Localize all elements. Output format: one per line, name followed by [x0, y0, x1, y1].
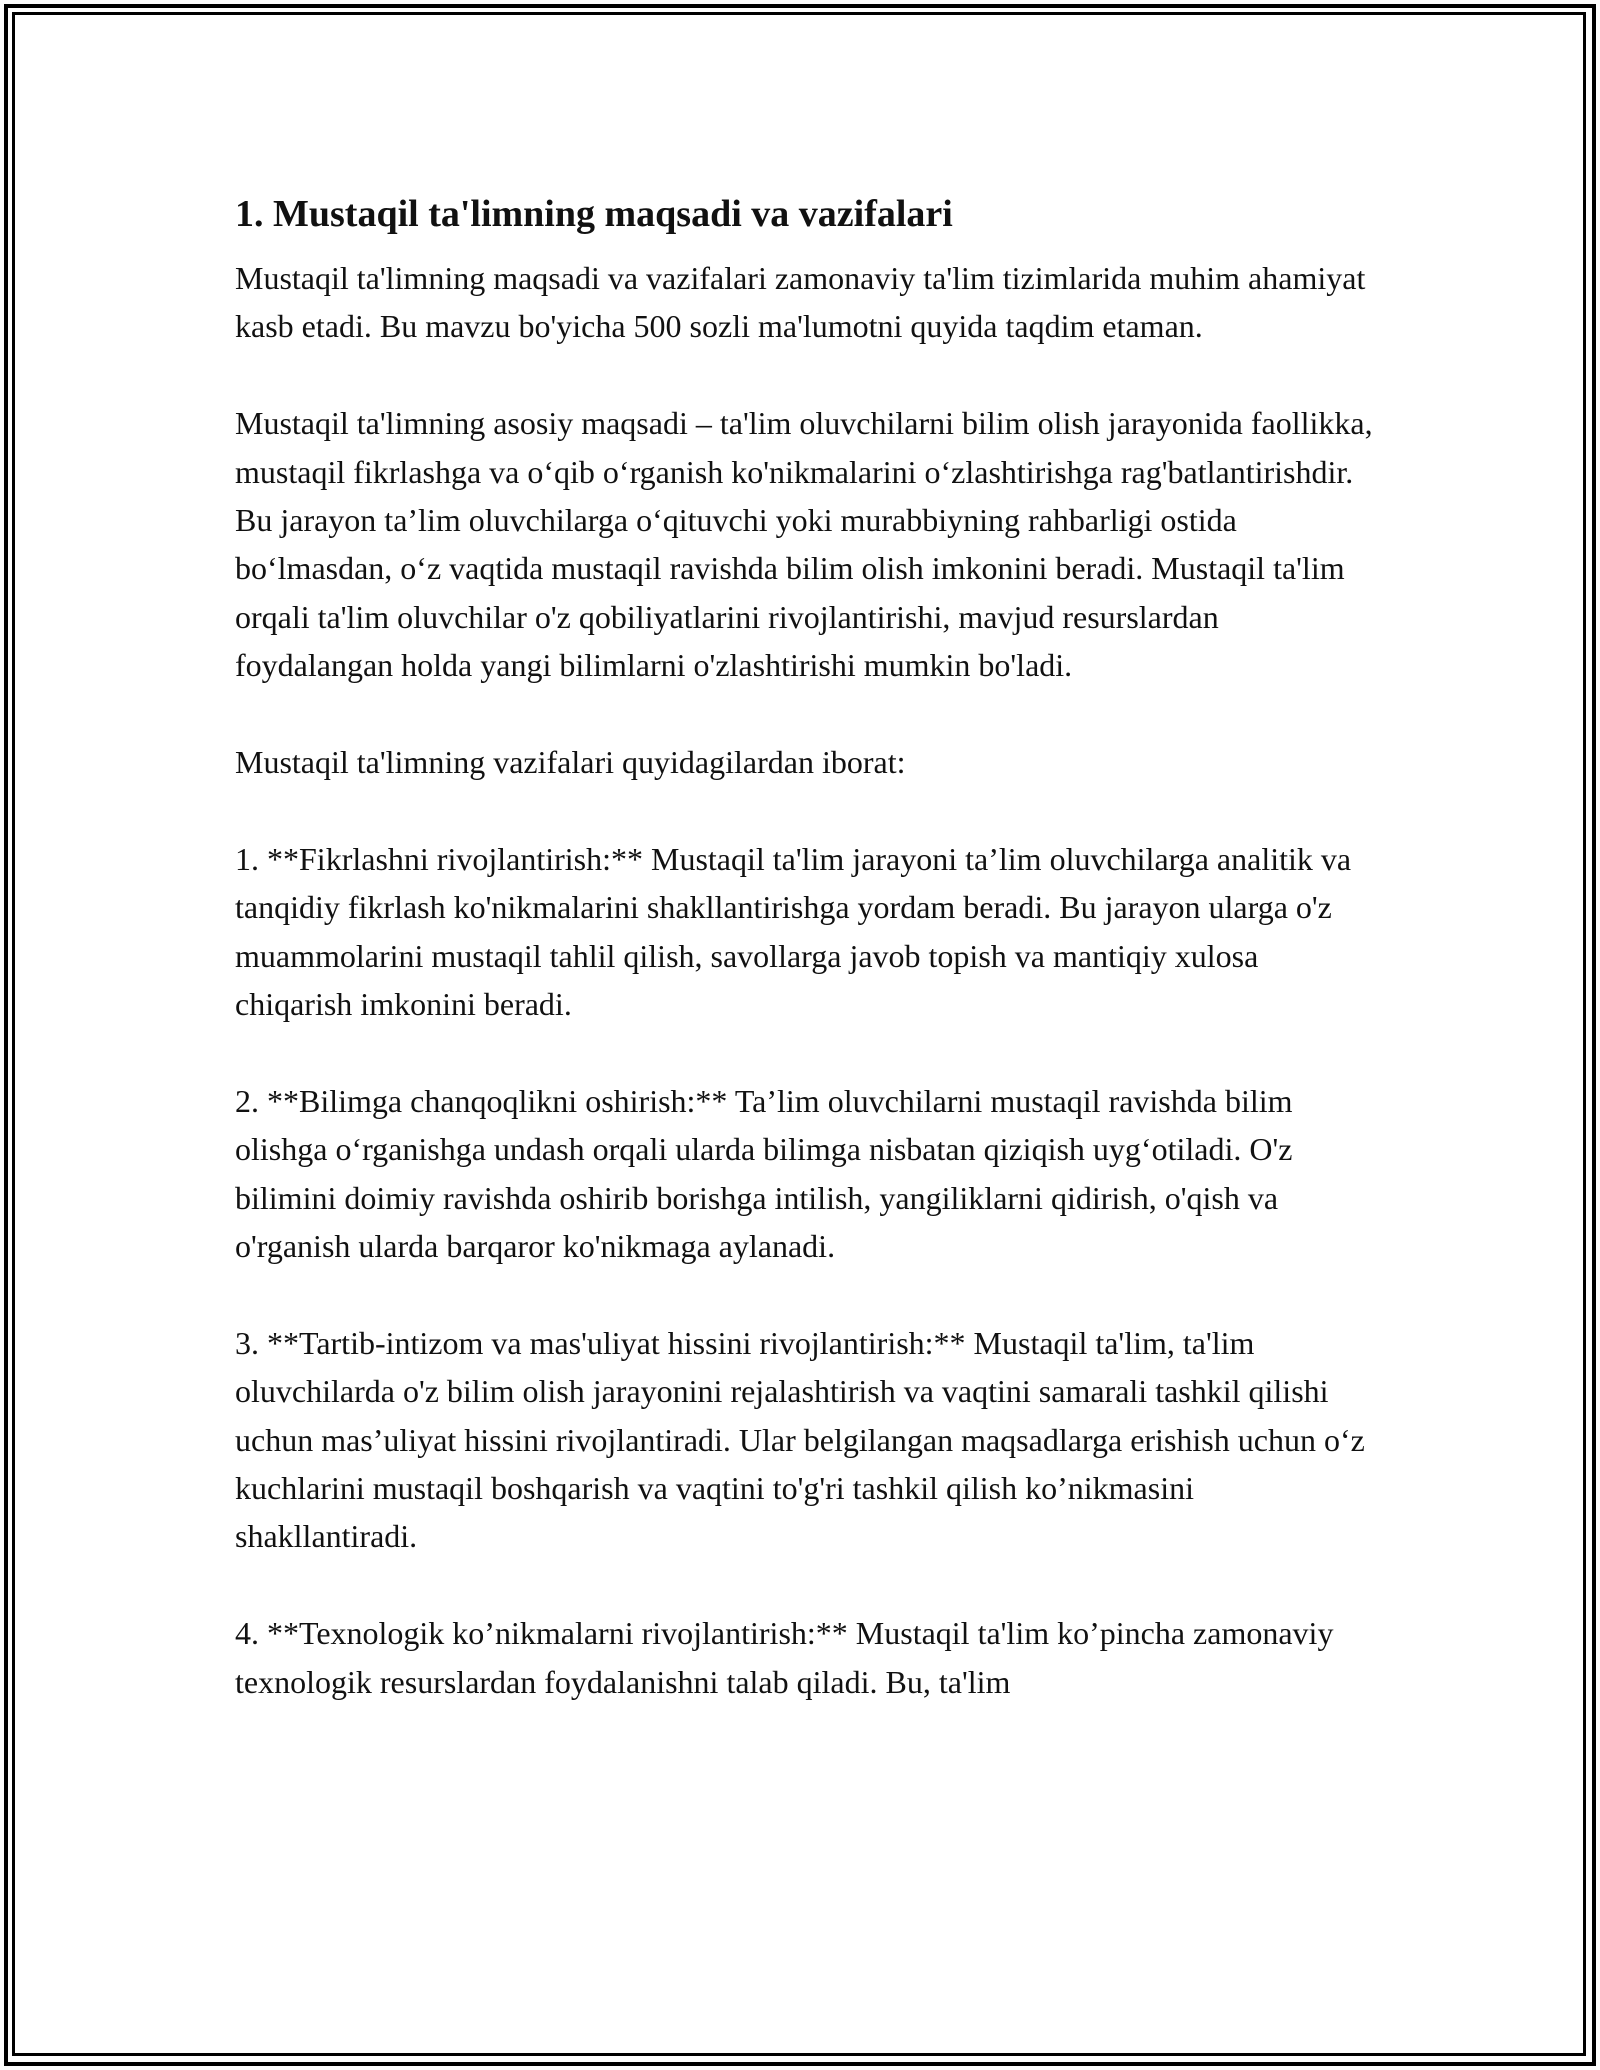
- paragraph-main-goal: Mustaqil ta'limning asosiy maqsadi – ta'lim oluvchilarni bilim olish jarayonida faollikka, mustaqil fikrlashga va oʻqib oʻrganish ko'nikmalarini oʻzlashtirishga rag'batlantirishdir. Bu jarayon ta’lim oluvchilarga oʻqituvchi yoki murabbiyning rahbarligi ostida boʻlmasdan, oʻz vaqtida mustaqil ravishda bilim olish imkonini beradi. Mustaqil ta'lim orqali ta'lim oluvchilar o'z qobiliyatlarini rivojlantirishi, mavjud resurslardan foydalangan holda yangi bilimlarni o'zlashtirishi mumkin bo'ladi.: [235, 405, 1373, 684]
- list-item-technology: 4. **Texnologik ko’nikmalarni rivojlantirish:** Mustaqil ta'lim ko’pincha zamonaviy texnologik resurslardan foydalanishni talab qiladi. Bu, ta'lim: [235, 1615, 1334, 1700]
- document-body: [235, 184, 1380, 1706]
- paragraph-tasks-intro: Mustaqil ta'limning vazifalari quyidagilardan iborat:: [235, 744, 906, 781]
- list-item-thinking: 1. **Fikrlashni rivojlantirish:** Mustaqil ta'lim jarayoni ta’lim oluvchilarga analitik va tanqidiy fikrlash ko'nikmalarini shakllantirishga yordam beradi. Bu jarayon ularga o'z muammolarini mustaqil tahlil qilish, savollarga javob topish va mantiqiy xulosa chiqarish imkonini beradi.: [235, 840, 1352, 1023]
- section-heading: 1. Mustaqil ta'limning maqsadi va vazifalari: [235, 193, 953, 235]
- list-item-discipline: 3. **Tartib-intizom va mas'uliyat hissini rivojlantirish:** Mustaqil ta'lim, ta'lim oluvchilarda o'z bilim olish jarayonini rejalashtirish va vaqtini samarali tashkil qilishi uchun mas’uliyat hissini rivojlantiradi. Ular belgilangan maqsadlarga erishish uchun oʻz kuchlarini mustaqil boshqarish va vaqtini to'g'ri tashkil qilish ko’nikmasini shakllantiradi.: [235, 1324, 1365, 1555]
- paragraph-intro: Mustaqil ta'limning maqsadi va vazifalari zamonaviy ta'lim tizimlarida muhim ahamiyat kasb etadi. Bu mavzu bo'yicha 500 sozli ma'lumotni quyida taqdim etaman.: [235, 260, 1366, 345]
- list-item-curiosity: 2. **Bilimga chanqoqlikni oshirish:** Ta’lim oluvchilarni mustaqil ravishda bilim olishga oʻrganishga undash orqali ularda bilimga nisbatan qiziqish uygʻotiladi. O'z bilimini doimiy ravishda oshirib borishga intilish, yangiliklarni qidirish, o'qish va o'rganish ularda barqaror ko'nikmaga aylanadi.: [235, 1082, 1293, 1265]
